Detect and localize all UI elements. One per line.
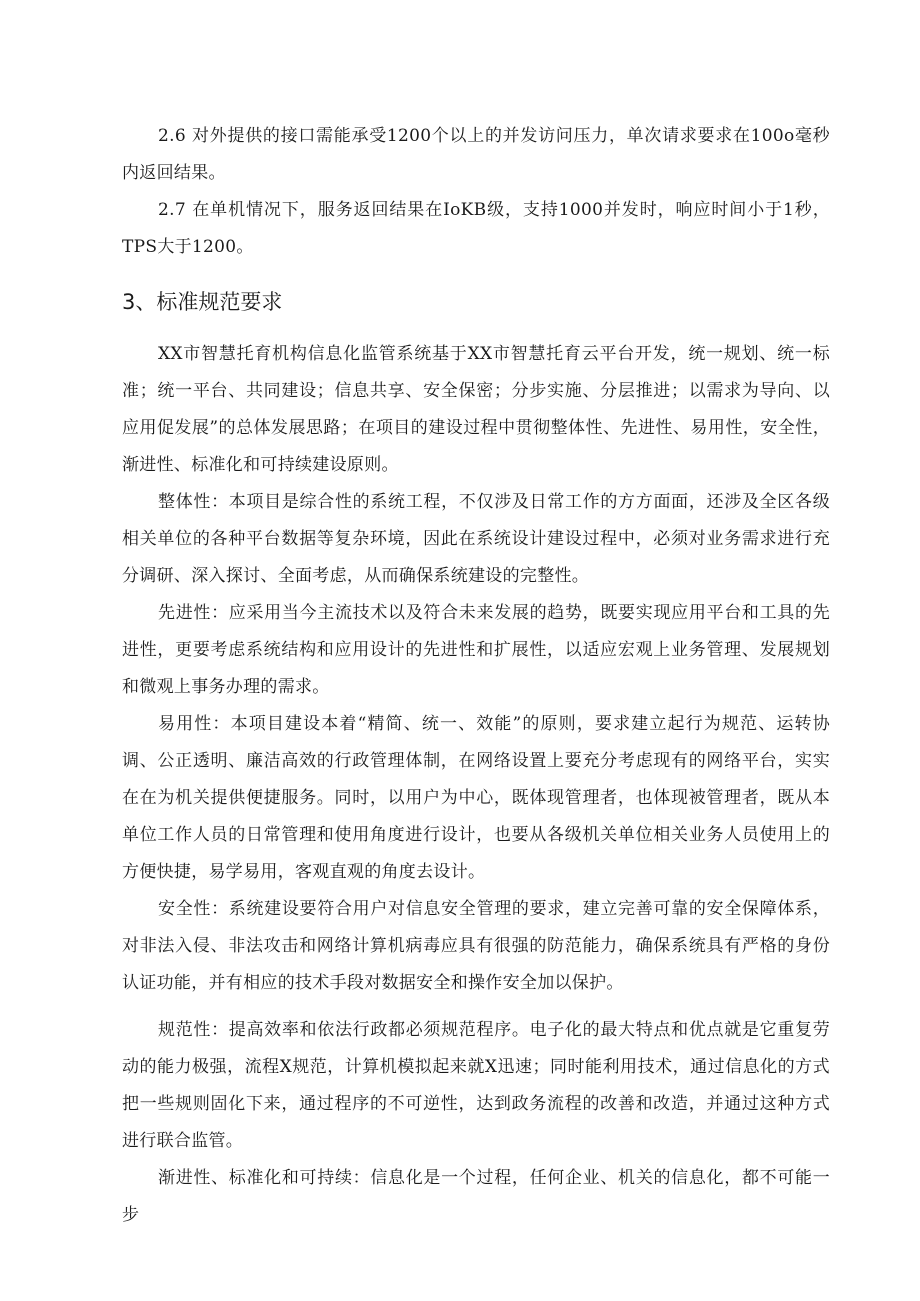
paragraph-security: 安全性：系统建设要符合用户对信息安全管理的要求，建立完善可靠的安全保障体系，对非法入侵、非法攻击和网络计算机病毒应具有很强的防范能力，确保系统具有严格的身份认证功能，并有相应的技术手段对数据安全和操作安全加以保护。 — [122, 899, 830, 993]
paragraph-integrity: 整体性：本项目是综合性的系统工程，不仅涉及日常工作的方方面面，还涉及全区各级相关单位的各种平台数据等复杂环境，因此在系统设计建设过程中，必须对业务需求进行充分调研、深入探讨、全面考虑，从而确保系统建设的完整性。 — [122, 492, 830, 586]
paragraph-standardization: 规范性：提高效率和依法行政都必须规范程序。电子化的最大特点和优点就是它重复劳动的能力极强，流程X规范，计算机模拟起来就X迅速；同时能利用技术，通过信息化的方式把一些规则固化下来，通过程序的不可逆性，达到政务流程的改善和改造，并通过这种方式进行联合监管。 — [122, 1020, 830, 1151]
paragraph-usability: 易用性：本项目建设本着“精简、统一、效能”的原则，要求建立起行为规范、运转协调、公正透明、廉洁高效的行政管理体制，在网络设置上要充分考虑现有的网络平台，实实在在为机关提供便捷服务。同时，以用户为中心，既体现管理者，也体现被管理者，既从本单位工作人员的日常管理和使用角度进行设计，也要从各级机关单位相关业务人员使用上的方便快捷，易学易用，客观直观的角度去设计。 — [122, 714, 830, 882]
paragraph-intro: XX市智慧托育机构信息化监管系统基于XX市智慧托育云平台开发，统一规划、统一标准；统一平台、共同建设；信息共享、安全保密；分步实施、分层推进；以需求为导向、以应用促发展”的总体发展思路；在项目的建设过程中贯彻整体性、先进性、易用性，安全性，渐进性、标准化和可持续建设原则。 — [122, 344, 830, 475]
paragraph-2-6: 2.6 对外提供的接口需能承受1200个以上的并发访问压力，单次请求要求在100o毫秒内返回结果。 — [122, 126, 830, 183]
section-heading: 3、标准规范要求 — [122, 290, 283, 314]
paragraph-progressive: 渐进性、标准化和可持续：信息化是一个过程，任何企业、机关的信息化，都不可能一步 — [122, 1168, 830, 1225]
paragraph-2-7: 2.7 在单机情况下，服务返回结果在IoKB级，支持1000并发时，响应时间小于1秒，TPS大于1200。 — [122, 200, 830, 257]
paragraph-advanced: 先进性：应采用当今主流技术以及符合未来发展的趋势，既要实现应用平台和工具的先进性，更要考虑系统结构和应用设计的先进性和扩展性，以适应宏观上业务管理、发展规划和微观上事务办理的需求。 — [122, 603, 830, 697]
